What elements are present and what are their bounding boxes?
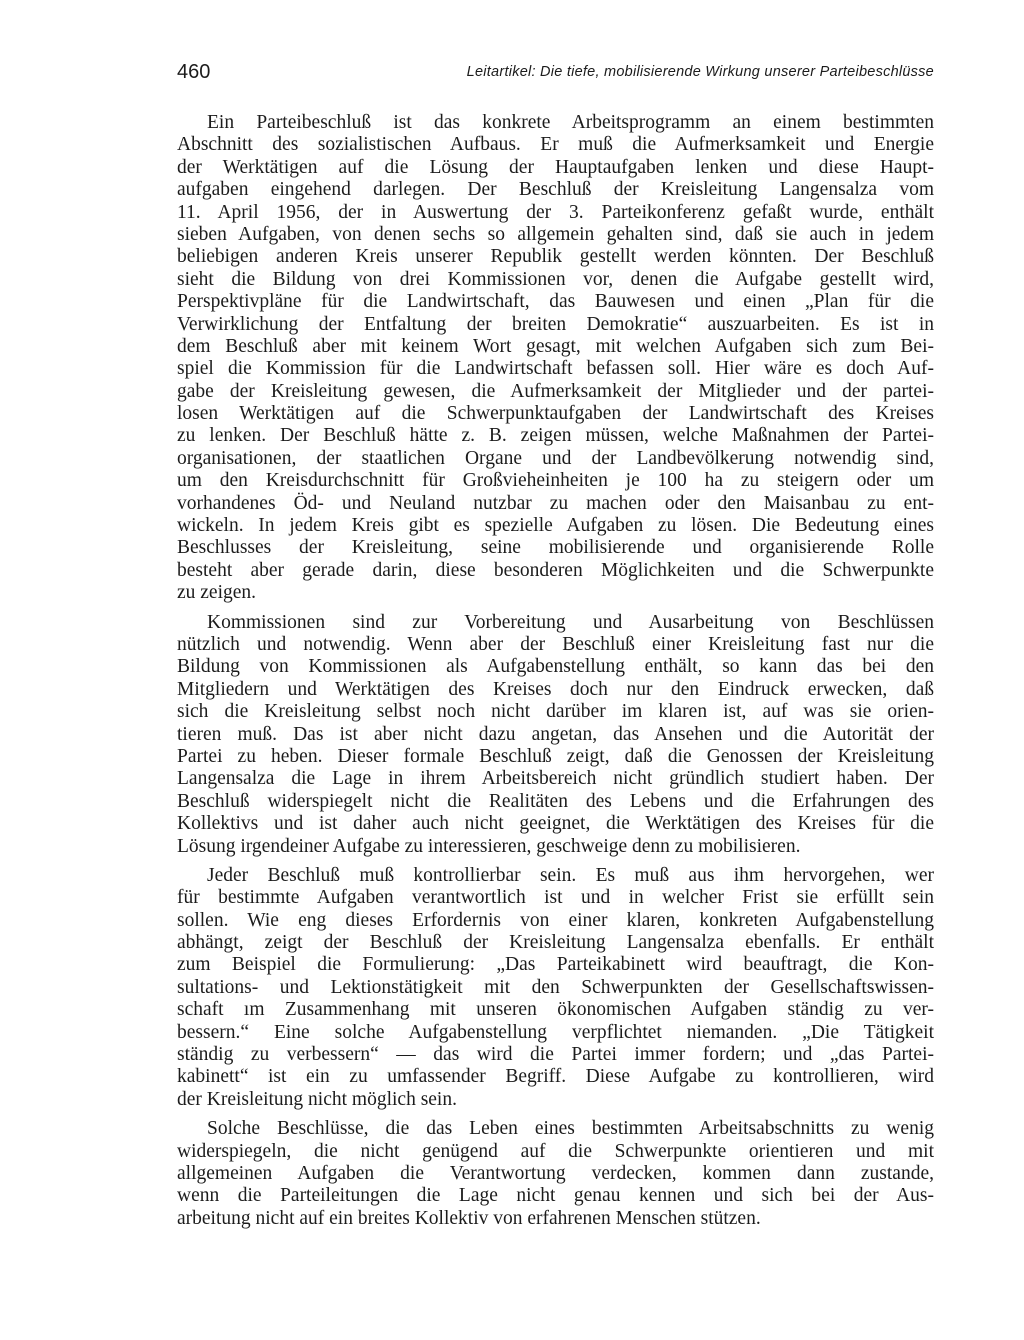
text-line: Partei zu heben. Dieser formale Beschluß zeigt, daß die Genossen der Kreisleitung [177, 745, 934, 767]
text-line: Bildung von Kommissionen als Aufgabenstellung enthält, so kann das bei den [177, 656, 934, 678]
text-line: allgemeinen Aufgaben die Verantwortung verdecken, kommen dann zustande, [177, 1162, 934, 1184]
text-line: sultations- und Lektionstätigkeit mit den Schwerpunkten der Gesellschaftswissen- [177, 976, 934, 998]
text-line: Perspektivpläne für die Landwirtschaft, das Bauwesen und einen „Plan für die [177, 291, 934, 313]
page-number: 460 [177, 61, 211, 83]
text-line: Mitgliedern und Werktätigen des Kreises doch nur den Eindruck erwecken, daß [177, 678, 934, 700]
text-line: Kollektivs und ist daher auch nicht geeignet, die Werktätigen des Kreises für die [177, 813, 934, 835]
text-line: sollen. Wie eng dieses Erfordernis von einer klaren, konkreten Aufgabenstellung [177, 909, 934, 931]
text-line: wenn die Parteileitungen die Lage nicht genau kennen und sich bei der Aus- [177, 1185, 934, 1207]
text-line: der Kreisleitung nicht möglich sein. [177, 1088, 457, 1110]
text-line: dem Beschluß aber mit keinem Wort gesagt, mit welchen Aufgaben sich zum Bei- [177, 335, 934, 357]
text-line: ständig zu verbessern“ — das wird die Partei immer fordern; und „das Partei- [177, 1044, 934, 1066]
text-line: widerspiegeln, die nicht genügend auf die Schwerpunkte orientieren und mit [177, 1140, 934, 1162]
paragraph [177, 112, 934, 605]
text-line: Langensalza die Lage in ihrem Arbeitsbereich nicht gründlich studiert haben. Der [177, 768, 934, 790]
text-line: bessern.“ Eine solche Aufgabenstellung verpflichtet niemanden. „Die Tätigkeit [177, 1021, 934, 1043]
text-line: zu zeigen. [177, 582, 257, 604]
text-line: der Werktätigen auf die Lösung der Hauptaufgaben lenken und diese Haupt- [177, 156, 934, 178]
text-line: beliebigen anderen Kreis unserer Republik gestellt werden könnten. Der Beschluß [177, 246, 934, 268]
text-line: Kommissionen sind zur Vorbereitung und Ausarbeitung von Beschlüssen [207, 611, 934, 633]
text-line: Ein Parteibeschluß ist das konkrete Arbeitsprogramm an einem bestimmten [207, 112, 934, 133]
text-line: sieben Aufgaben, von denen sechs so allgemein gehalten sind, daß sie auch in jedem [177, 223, 934, 245]
text-line: um den Kreisdurchschnitt für Großvieheinheiten je 100 ha zu steigern oder um [177, 470, 934, 492]
paragraph [177, 612, 934, 858]
text-line: Beschlusses der Kreisleitung, seine mobilisierende und organisierende Rolle [177, 537, 934, 559]
text-line: Solche Beschlüsse, die das Leben eines bestimmten Arbeitsabschnitts zu wenig [207, 1118, 934, 1140]
text-line: Beschluß widerspiegelt nicht die Realitäten des Lebens und die Erfahrungen des [177, 790, 934, 812]
paragraph [177, 1118, 934, 1230]
text-line: 11. April 1956, der in Auswertung der 3. Parteikonferenz gefaßt wurde, enthält [177, 201, 934, 223]
text-line: losen Werktätigen auf die Schwerpunktaufgaben der Landwirtschaft des Kreises [177, 403, 934, 425]
text-line: Abschnitt des sozialistischen Aufbaus. Er muß die Aufmerksamkeit und Energie [177, 134, 934, 156]
text-line: für bestimmte Aufgaben verantwortlich ist und in welcher Frist sie erfüllt sein [177, 887, 934, 909]
text-line: zu lenken. Der Beschluß hätte z. B. zeigen müssen, welche Maßnahmen der Partei- [177, 425, 934, 447]
text-line: abhängt, zeigt der Beschluß der Kreisleitung Langensalza ebenfalls. Er enthält [177, 932, 934, 954]
text-line: aufgaben eingehend darlegen. Der Beschluß der Kreisleitung Langensalza vom [177, 179, 934, 201]
text-line: wickeln. In jedem Kreis gibt es spezielle Aufgaben zu lösen. Die Bedeutung eines [177, 515, 934, 537]
paragraph [177, 865, 934, 1111]
text-line: Verwirklichung der Entfaltung der breiten Demokratie“ auszuarbeiten. Es ist in [177, 313, 934, 335]
text-line: sich die Kreisleitung selbst noch nicht darüber im klaren ist, auf was sie orien- [177, 701, 934, 723]
text-line: vorhandenes Öd- und Neuland nutzbar zu machen oder den Maisanbau zu ent- [177, 492, 934, 514]
running-title: Leitartikel: Die tiefe, mobilisierende Wirkung unserer Parteibeschlüsse [466, 64, 934, 80]
text-line: schaft ım Zusammenhang mit unseren ökonomischen Aufgaben ständig zu ver- [177, 999, 934, 1021]
article-body [177, 112, 934, 1237]
text-line: besteht aber gerade darin, diese besonderen Möglichkeiten und die Schwerpunkte [177, 559, 934, 581]
text-line: Jeder Beschluß muß kontrollierbar sein. Es muß aus ihm hervorgehen, wer [207, 864, 934, 886]
text-line: zum Beispiel die Formulierung: „Das Parteikabinett wird beauftragt, die Kon- [177, 954, 934, 976]
page-header [177, 60, 934, 90]
text-line: tieren muß. Das ist aber nicht dazu angetan, das Ansehen und die Autorität der [177, 723, 934, 745]
text-line: kabinett“ ist ein zu umfassender Begriff. Diese Aufgabe zu kontrollieren, wird [177, 1066, 934, 1088]
text-line: sieht die Bildung von drei Kommissionen vor, denen die Aufgabe gestellt wird, [177, 268, 934, 290]
text-line: arbeitung nicht auf ein breites Kollektiv von erfahrenen Menschen stützen. [177, 1207, 761, 1229]
text-line: spiel die Kommission für die Landwirtschaft befassen soll. Hier wäre es doch Auf- [177, 358, 934, 380]
text-line: Lösung irgendeiner Aufgabe zu interessieren, geschweige denn zu mobilisieren. [177, 835, 801, 857]
text-line: organisationen, der staatlichen Organe und der Landbevölkerung notwendig sind, [177, 447, 934, 469]
text-line: nützlich und notwendig. Wenn aber der Beschluß einer Kreisleitung fast nur die [177, 633, 934, 655]
text-line: gabe der Kreisleitung gewesen, die Aufmerksamkeit der Mitglieder und der partei- [177, 380, 934, 402]
